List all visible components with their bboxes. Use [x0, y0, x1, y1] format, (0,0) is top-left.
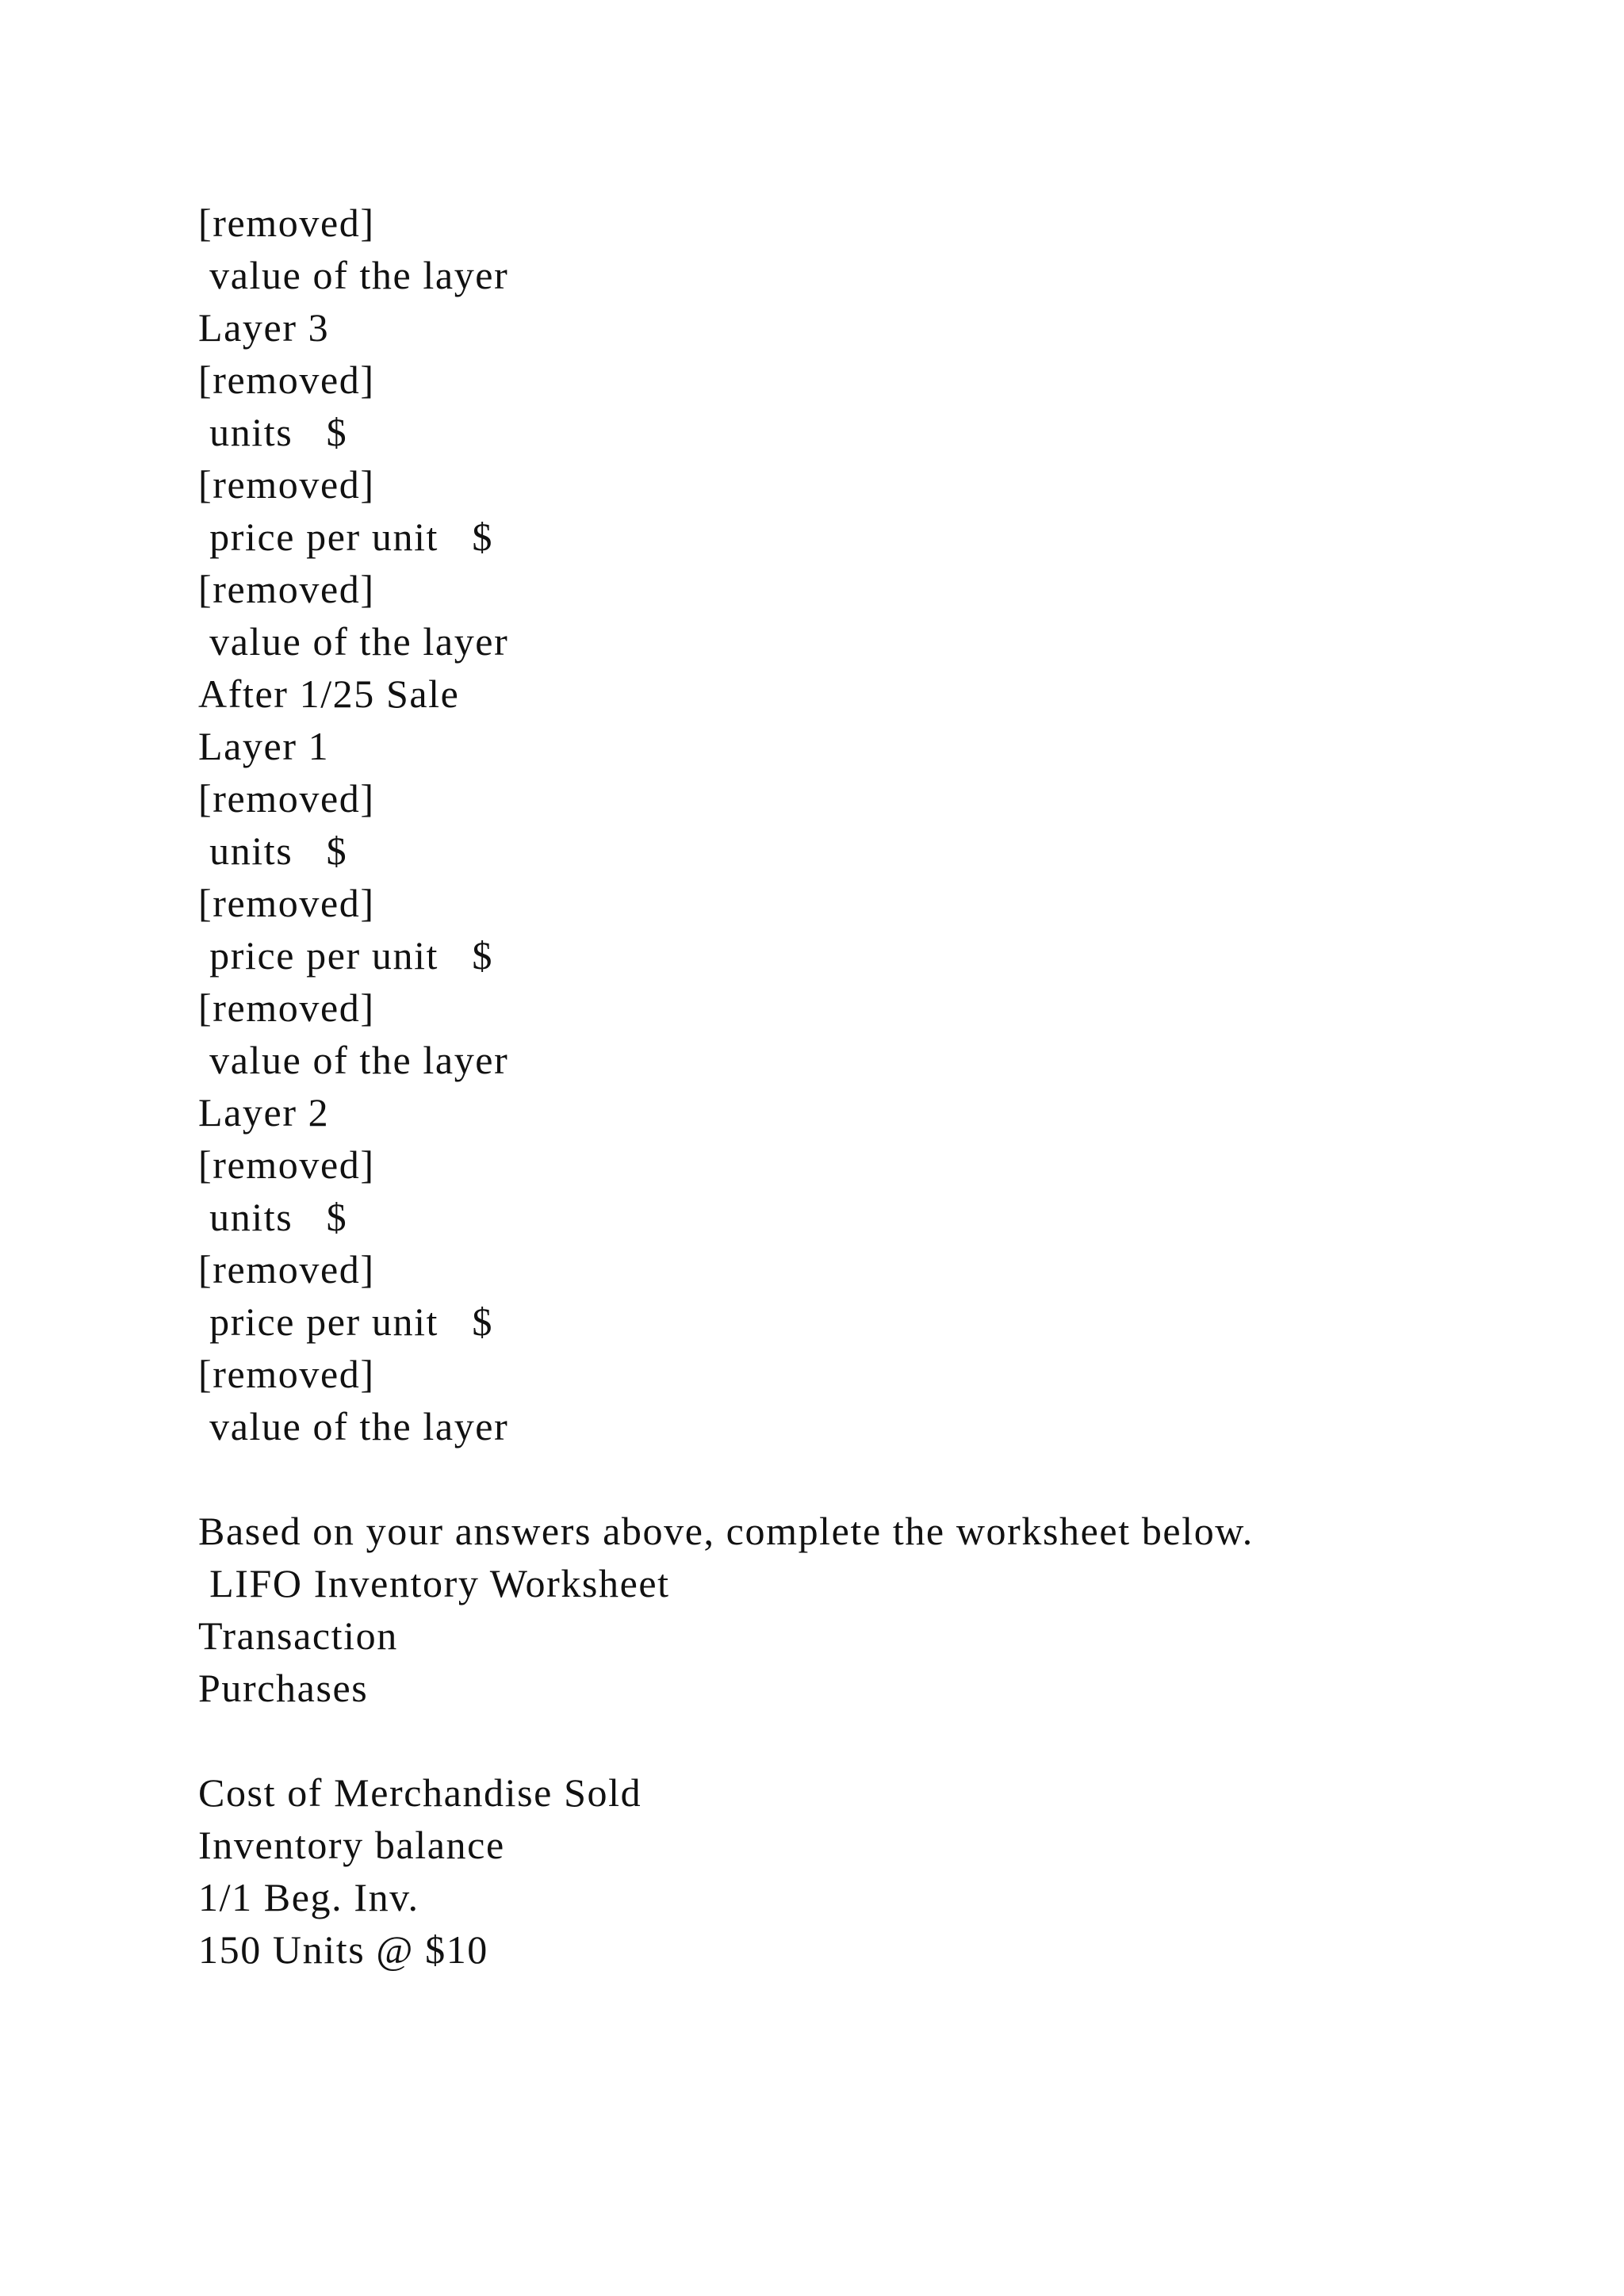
layer-2-heading: Layer 2 [198, 1090, 330, 1135]
removed-placeholder: [removed] [198, 462, 375, 507]
layer-1-heading: Layer 1 [198, 724, 330, 768]
cost-of-merchandise-sold-label: Cost of Merchandise Sold [198, 1770, 642, 1815]
units-label: units $ [198, 828, 348, 873]
removed-placeholder: [removed] [198, 1247, 375, 1292]
after-sale-heading: After 1/25 Sale [198, 672, 460, 716]
units-label: units $ [198, 410, 348, 454]
instruction-text: Based on your answers above, complete the worksheet below. [198, 1509, 1254, 1553]
transaction-column-label: Transaction [198, 1613, 398, 1658]
value-of-layer-label: value of the layer [198, 253, 509, 297]
value-of-layer-label: value of the layer [198, 619, 509, 664]
price-per-unit-label: price per unit $ [198, 515, 493, 559]
removed-placeholder: [removed] [198, 1352, 375, 1396]
document-body [198, 197, 1546, 1976]
removed-placeholder: [removed] [198, 358, 375, 402]
removed-placeholder: [removed] [198, 567, 375, 611]
blank-line [198, 1714, 1546, 1766]
layer-3-heading: Layer 3 [198, 305, 330, 350]
beginning-inventory-units: 150 Units @ $10 [198, 1927, 488, 1972]
units-label: units $ [198, 1195, 348, 1239]
worksheet-title: LIFO Inventory Worksheet [198, 1561, 670, 1605]
inventory-balance-label: Inventory balance [198, 1823, 505, 1867]
beginning-inventory-label: 1/1 Beg. Inv. [198, 1875, 419, 1919]
removed-placeholder: [removed] [198, 881, 375, 925]
removed-placeholder: [removed] [198, 201, 375, 245]
value-of-layer-label: value of the layer [198, 1038, 509, 1082]
value-of-layer-label: value of the layer [198, 1404, 509, 1448]
removed-placeholder: [removed] [198, 776, 375, 821]
price-per-unit-label: price per unit $ [198, 1299, 493, 1344]
removed-placeholder: [removed] [198, 1142, 375, 1187]
purchases-column-label: Purchases [198, 1666, 369, 1710]
price-per-unit-label: price per unit $ [198, 933, 493, 978]
blank-line [198, 1452, 1546, 1505]
removed-placeholder: [removed] [198, 985, 375, 1030]
